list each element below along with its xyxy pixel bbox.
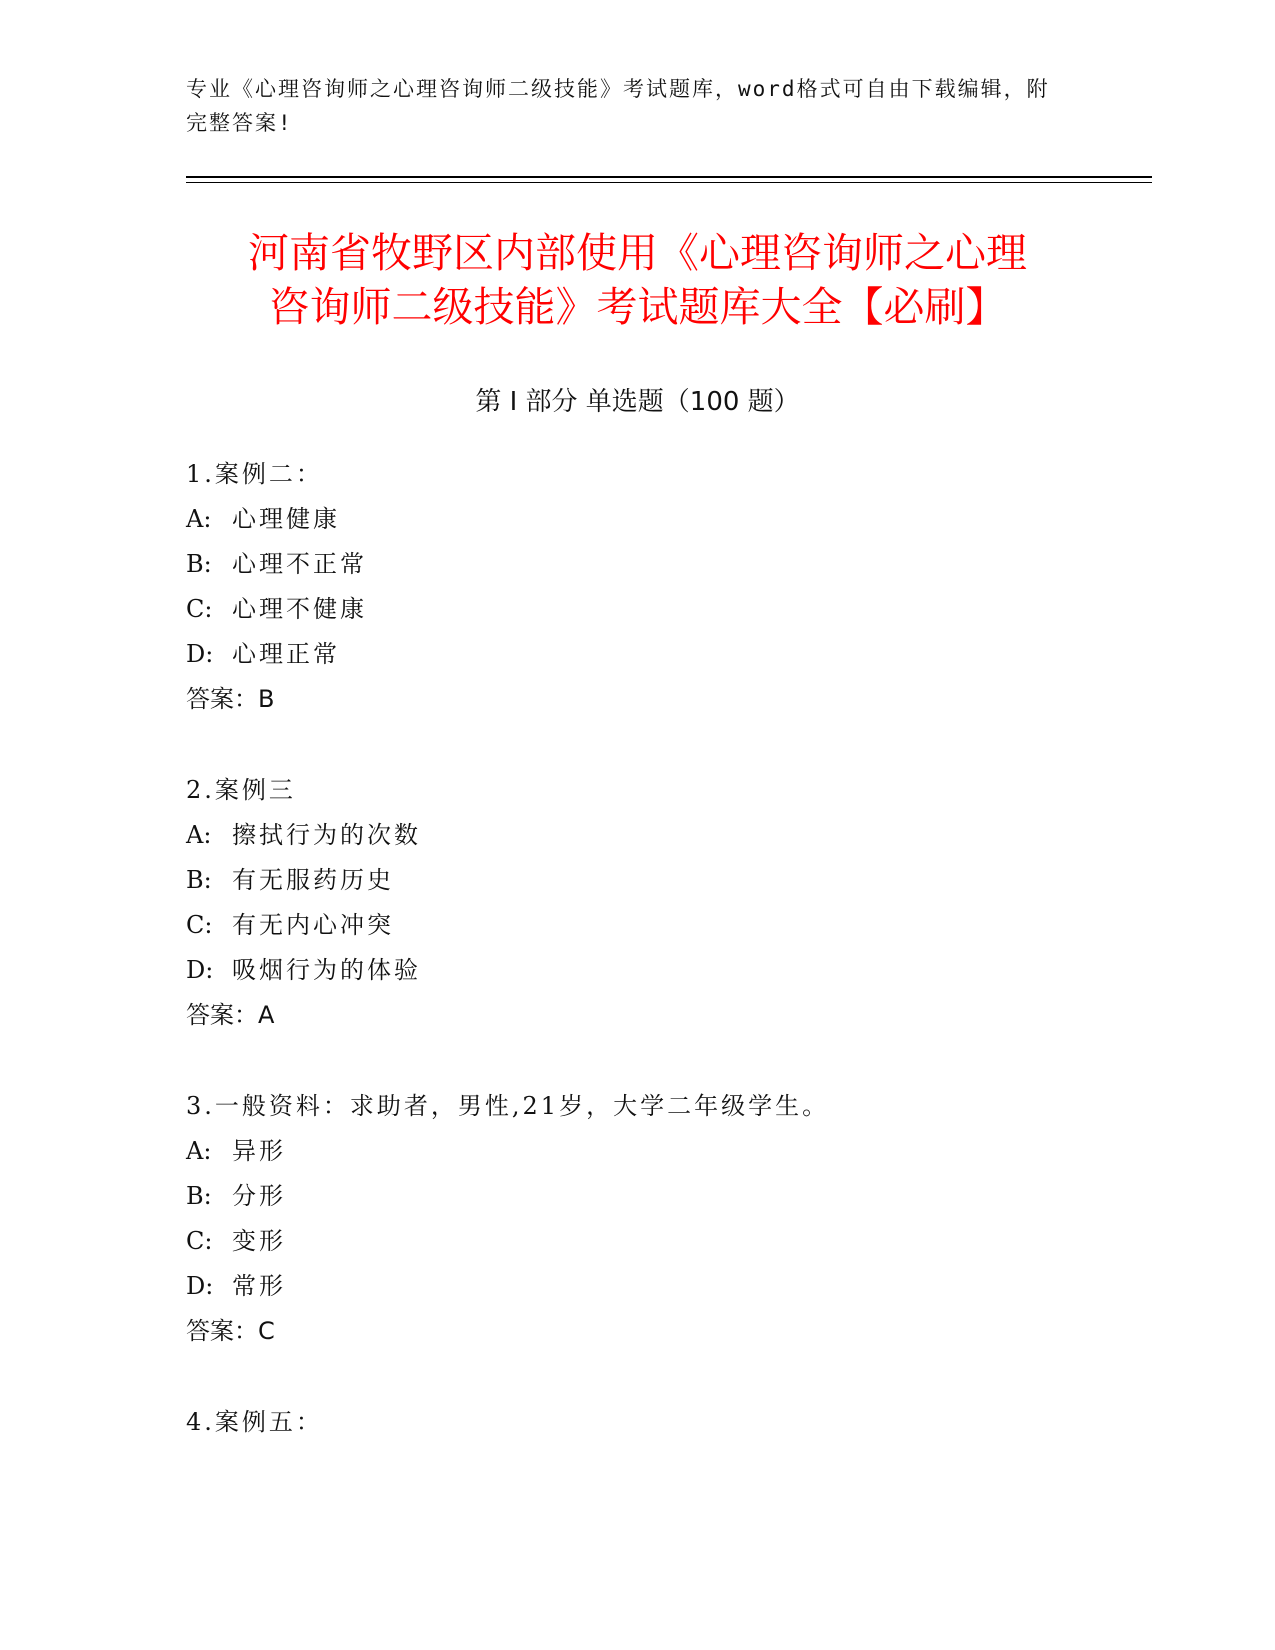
question-2 [186, 768, 1086, 1038]
option-text: 分形 [232, 1182, 286, 1210]
document-title-line-2: 咨询师二级技能》考试题库大全【必刷】 [268, 283, 1007, 331]
answer-value: A [258, 1001, 275, 1029]
answer-prefix: 答案： [186, 1001, 258, 1029]
option-label: A: [186, 505, 212, 533]
option-text: 有无服药历史 [232, 866, 394, 894]
option-label: B: [186, 550, 212, 578]
question-stem: 4.案例五： [186, 1408, 323, 1436]
option-text: 心理正常 [232, 640, 340, 668]
question-4 [186, 1400, 1086, 1445]
option-b [186, 858, 1086, 903]
header-divider-thin [186, 182, 1152, 183]
option-label: C: [186, 1227, 213, 1255]
option-text: 异形 [232, 1137, 286, 1165]
section-title: 第 I 部分 单选题（100 题） [475, 387, 800, 417]
option-d [186, 632, 1086, 677]
option-d [186, 1264, 1086, 1309]
option-d [186, 948, 1086, 993]
option-b [186, 1174, 1086, 1219]
question-3 [186, 1084, 1086, 1354]
question-stem: 1.案例二： [186, 460, 323, 488]
option-text: 心理不正常 [232, 550, 367, 578]
answer-prefix: 答案： [186, 685, 258, 713]
option-c [186, 1219, 1086, 1264]
question-1 [186, 452, 1086, 722]
answer-prefix: 答案： [186, 1317, 258, 1345]
answer-value: B [258, 685, 275, 713]
option-label: B: [186, 1182, 212, 1210]
question-stem: 2.案例三 [186, 776, 296, 804]
option-b [186, 542, 1086, 587]
option-label: D: [186, 640, 214, 668]
option-label: B: [186, 866, 212, 894]
answer-line [186, 1309, 1086, 1354]
option-label: A: [186, 1137, 212, 1165]
option-text: 心理健康 [232, 505, 340, 533]
option-text: 吸烟行为的体验 [232, 956, 421, 984]
option-text: 常形 [232, 1272, 286, 1300]
answer-line [186, 677, 1086, 722]
header-note: 专业《心理咨询师之心理咨询师二级技能》考试题库，word格式可自由下载编辑，附完整答案! [186, 77, 1050, 135]
option-text: 心理不健康 [232, 595, 367, 623]
answer-line [186, 993, 1086, 1038]
option-label: D: [186, 1272, 214, 1300]
answer-value: C [258, 1317, 275, 1345]
option-label: C: [186, 595, 213, 623]
option-c [186, 587, 1086, 632]
document-title-line-1: 河南省牧野区内部使用《心理咨询师之心理 [248, 229, 1027, 277]
document-title [186, 226, 1089, 334]
option-c [186, 903, 1086, 948]
option-a [186, 1129, 1086, 1174]
question-stem: 3.一般资料：求助者，男性,21岁，大学二年级学生。 [186, 1092, 830, 1120]
option-label: C: [186, 911, 213, 939]
option-a [186, 813, 1086, 858]
option-a [186, 497, 1086, 542]
option-label: A: [186, 821, 212, 849]
option-text: 变形 [232, 1227, 286, 1255]
header-divider-thick [186, 176, 1152, 178]
option-text: 有无内心冲突 [232, 911, 394, 939]
option-label: D: [186, 956, 214, 984]
option-text: 擦拭行为的次数 [232, 821, 421, 849]
